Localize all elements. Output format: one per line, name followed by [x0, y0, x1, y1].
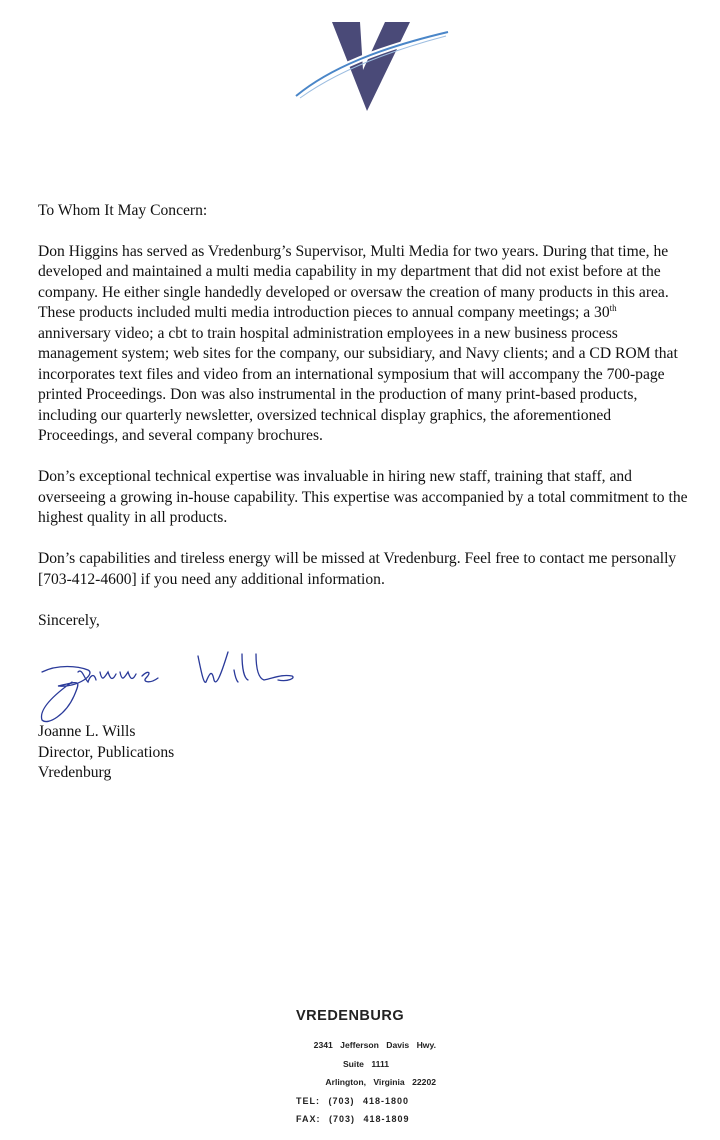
address-line-3: Arlington, Virginia 22202	[325, 1077, 436, 1087]
closing: Sincerely,	[38, 611, 100, 629]
footer-address-block	[296, 1008, 436, 1129]
address-line-1: 2341 Jefferson Davis Hwy.	[313, 1040, 436, 1050]
signer-block	[38, 722, 174, 784]
vredenburg-logo-icon	[290, 18, 450, 113]
paragraph-1-text-b: anniversary video; a cbt to train hospital administration employees in a new business process management system; web sites for the company, our subsidiary, and Navy clients; and a CD ROM that incorporates text files and video from an international symposium that will accompany the 700-page printed Proceedings. Don was also instrumental in the production of many print-based products, including our quarterly newsletter, oversized technical display graphics, the aforementioned Proceedings, and several company brochures.	[38, 324, 678, 444]
footer-brand: VREDENBURG	[296, 1008, 405, 1024]
signer-company: Vredenburg	[38, 764, 112, 781]
footer-address	[296, 1036, 436, 1129]
telephone: TEL: (703) 418-1800	[296, 1095, 410, 1106]
signer-title: Director, Publications	[38, 743, 175, 761]
paragraph-2: Don’s exceptional technical expertise was invaluable in hiring new staff, training that staff, and overseeing a growing in-house capability. This expertise was accompanied by a total commitment to the highest quality in all products.	[38, 468, 688, 526]
ordinal-superscript: th	[609, 303, 617, 313]
signature-icon	[38, 648, 318, 728]
address-line-2: Suite 1111	[342, 1058, 390, 1069]
salutation: To Whom It May Concern:	[38, 202, 208, 219]
fax: FAX: (703) 418-1809	[296, 1114, 410, 1124]
paragraph-1	[38, 242, 688, 447]
paragraph-1-text-a: Don Higgins has served as Vredenburg’s Supervisor, Multi Media for two years. During that time, he developed and maintained a multi media capability in my department that did not exist before at the company. He either single handedly developed or oversaw the creation of many products in this area. These products included multi media introduction pieces to annual company meetings; a 30	[38, 242, 669, 321]
signer-name: Joanne L. Wills	[38, 723, 136, 740]
paragraph-3: Don’s capabilities and tireless energy will be missed at Vredenburg. Feel free to contact me personally [703-412-4600] if you need any additional information.	[38, 550, 677, 588]
letter-body	[38, 201, 688, 631]
